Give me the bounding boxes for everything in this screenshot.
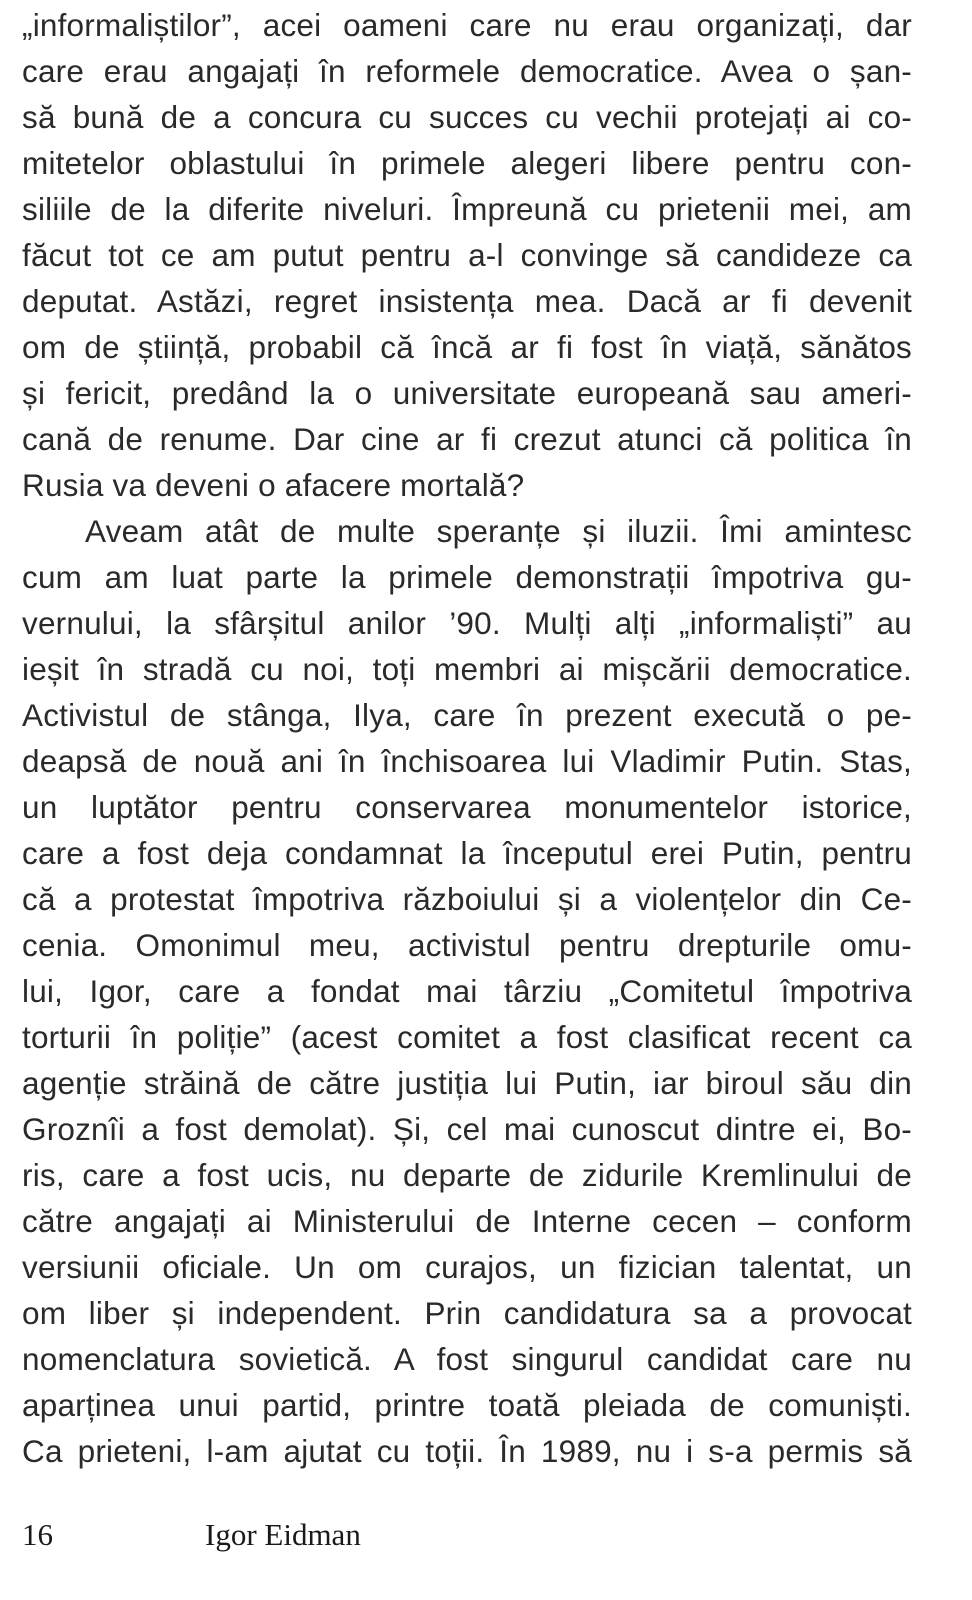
text-line: aparținea unui partid, printre toată pleiada de comuniști. — [22, 1387, 912, 1423]
paragraph-first-line: Aveam atât de multe speranțe și iluzii. Îmi amintesc — [85, 513, 912, 549]
text-line: care a fost deja condamnat la începutul erei Putin, pentru — [22, 835, 912, 871]
running-head-author: Igor Eidman — [205, 1517, 361, 1552]
text-line: versiunii oficiale. Un om curajos, un fizician talentat, un — [22, 1249, 912, 1285]
text-line: făcut tot ce am putut pentru a-l convinge să candideze ca — [22, 237, 912, 273]
page-footer — [0, 1517, 972, 1567]
text-line: ris, care a fost ucis, nu departe de zidurile Kremlinului de — [22, 1157, 912, 1193]
text-line: care erau angajați în reformele democratice. Avea o șan- — [22, 53, 912, 89]
text-line: torturii în poliție” (acest comitet a fost clasificat recent ca — [22, 1019, 912, 1055]
text-line: om liber și independent. Prin candidatura sa a provocat — [22, 1295, 912, 1331]
text-line: cană de renume. Dar cine ar fi crezut atunci că politica în — [22, 421, 912, 457]
text-line: om de știință, probabil că încă ar fi fost în viață, sănătos — [22, 329, 912, 365]
text-line: Groznîi a fost demolat). Și, cel mai cunoscut dintre ei, Bo- — [22, 1111, 912, 1147]
text-line: cum am luat parte la primele demonstrații împotriva gu- — [22, 559, 912, 595]
text-line: siliile de la diferite niveluri. Împreună cu prietenii mei, am — [22, 191, 912, 227]
text-line: Ca prieteni, l-am ajutat cu toții. În 1989, nu i s-a permis să — [22, 1433, 912, 1469]
text-line: un luptător pentru conservarea monumentelor istorice, — [22, 789, 912, 825]
text-line: „informaliștilor”, acei oameni care nu erau organizați, dar — [22, 7, 912, 43]
page-number: 16 — [22, 1517, 53, 1552]
text-line: mitetelor oblastului în primele alegeri libere pentru con- — [22, 145, 912, 181]
text-line: către angajați ai Ministerului de Interne cecen – conform — [22, 1203, 912, 1239]
text-line: vernului, la sfârșitul anilor ’90. Mulți alți „informaliști” au — [22, 605, 912, 641]
text-line: agenție străină de către justiția lui Putin, iar biroul său din — [22, 1065, 912, 1101]
text-line: nomenclatura sovietică. A fost singurul candidat care nu — [22, 1341, 912, 1377]
text-line: că a protestat împotriva războiului și a violențelor din Ce- — [22, 881, 912, 917]
text-line: Activistul de stânga, Ilya, care în prezent execută o pe- — [22, 697, 912, 733]
text-line: lui, Igor, care a fondat mai târziu „Comitetul împotriva — [22, 973, 912, 1009]
paragraph-end-line: Rusia va deveni o afacere mortală? — [22, 467, 525, 503]
text-line: cenia. Omonimul meu, activistul pentru drepturile omu- — [22, 927, 912, 963]
text-line: deapsă de nouă ani în închisoarea lui Vladimir Putin. Stas, — [22, 743, 912, 779]
text-line: deputat. Astăzi, regret insistența mea. Dacă ar fi devenit — [22, 283, 912, 319]
text-line: și fericit, predând la o universitate europeană sau ameri- — [22, 375, 912, 411]
text-line: ieșit în stradă cu noi, toți membri ai mișcării democratice. — [22, 651, 912, 687]
text-line: să bună de a concura cu succes cu vechii protejați ai co- — [22, 99, 912, 135]
body-text — [22, 2, 912, 1474]
